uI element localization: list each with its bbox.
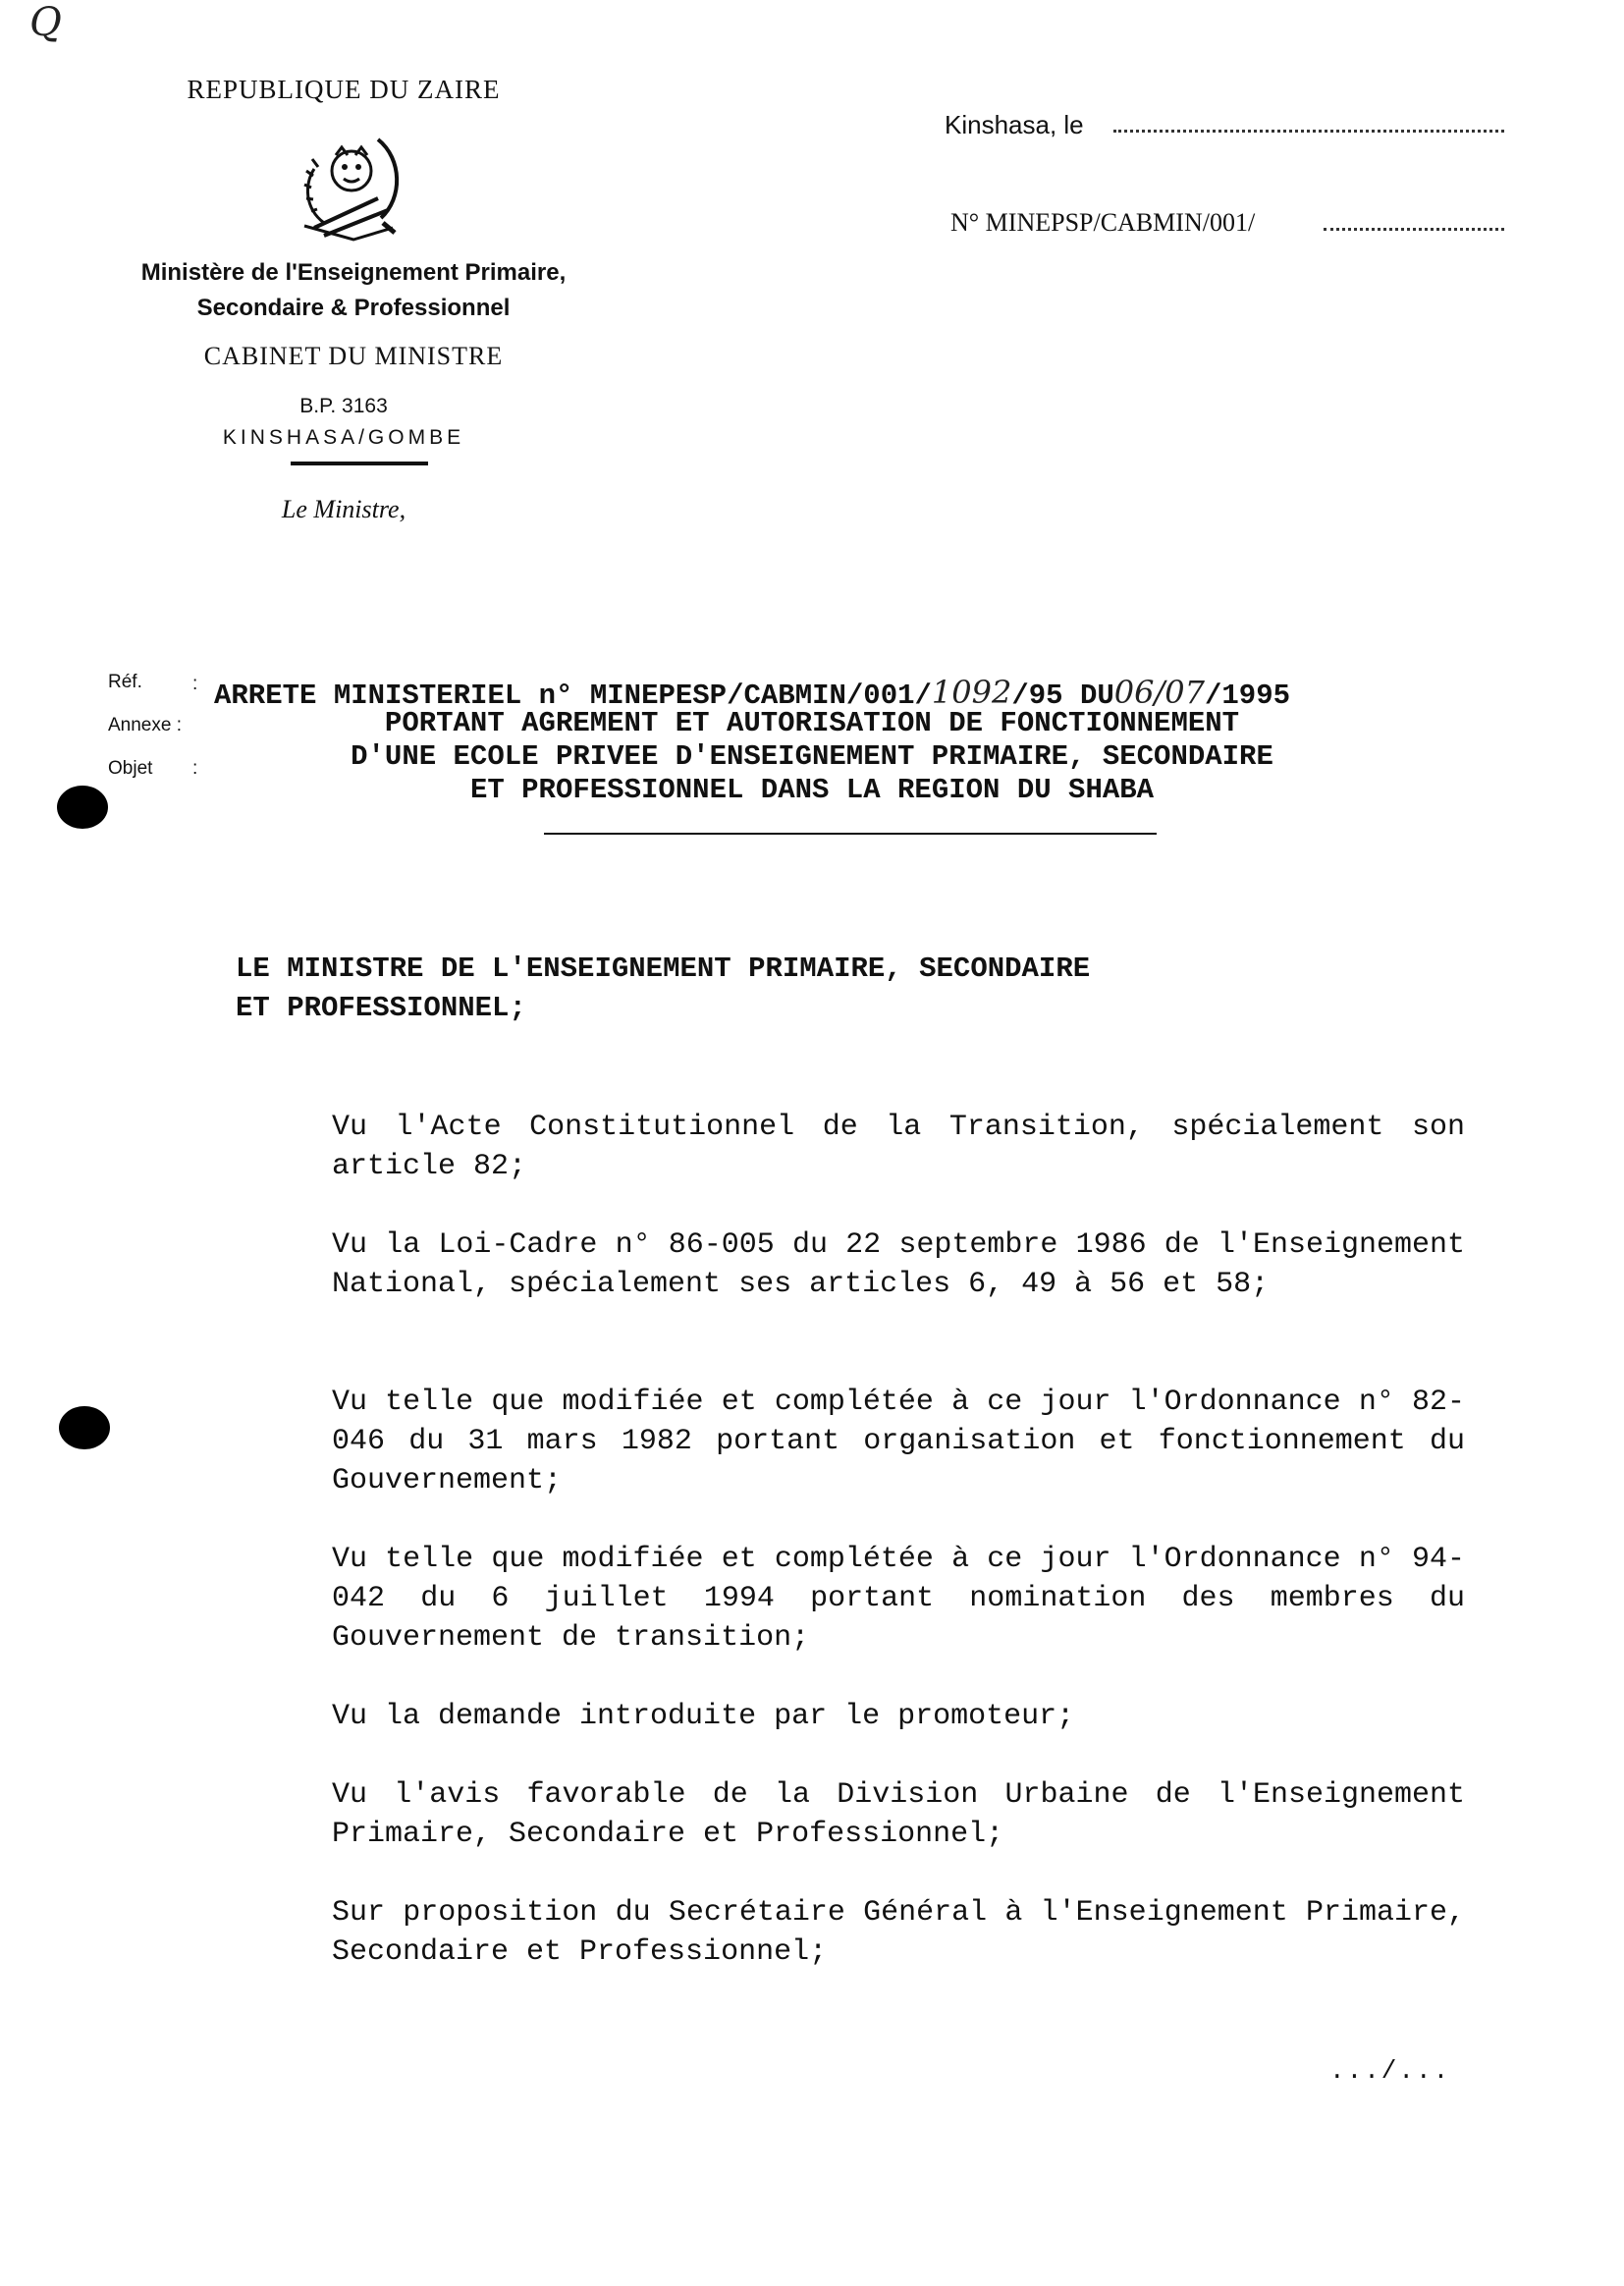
paragraph-demande-promoteur: Vu la demande introduite par le promoteur; bbox=[332, 1700, 1075, 1733]
republic-heading: REPUBLIQUE DU ZAIRE bbox=[187, 75, 501, 104]
paragraph-acte-constitutionnel: Vu l'Acte Constitutionnel de la Transition, spécialement son article 82; bbox=[332, 1111, 1465, 1183]
title-divider bbox=[544, 833, 1157, 835]
reference-number-label: N° MINEPSP/CABMIN/001/ bbox=[950, 208, 1256, 237]
annexe-label: Annexe : bbox=[108, 715, 182, 735]
postal-box: B.P. 3163 bbox=[299, 395, 388, 417]
paragraph-loi-cadre: Vu la Loi-Cadre n° 86-005 du 22 septembre 1986 de l'Enseignement National, spécialement ses articles 6, 49 à 56 et 58; bbox=[332, 1228, 1465, 1301]
handwritten-arrete-date: 06/07 bbox=[1113, 674, 1205, 711]
ref-colon: : bbox=[192, 674, 198, 694]
date-dotted-line bbox=[1113, 130, 1504, 133]
paragraph-proposition-secretaire: Sur proposition du Secrétaire Général à l'Enseignement Primaire, Secondaire et Professionnel; bbox=[332, 1896, 1465, 1969]
city-line: KINSHASA/GOMBE bbox=[222, 426, 465, 449]
title-line-3: D'UNE ECOLE PRIVEE D'ENSEIGNEMENT PRIMAIRE, SECONDAIRE bbox=[351, 740, 1273, 773]
le-ministre-heading-line2: ET PROFESSIONNEL; bbox=[236, 992, 526, 1024]
objet-colon: : bbox=[192, 758, 198, 779]
le-ministre-heading-line1: LE MINISTRE DE L'ENSEIGNEMENT PRIMAIRE, SECONDAIRE bbox=[236, 952, 1091, 985]
punch-hole bbox=[57, 786, 108, 829]
ministry-name-line1: Ministère de l'Enseignement Primaire, bbox=[140, 259, 567, 286]
arrete-mid: /95 DU bbox=[1011, 680, 1114, 712]
cabinet-heading: CABINET DU MINISTRE bbox=[203, 342, 504, 370]
city-underline-divider bbox=[291, 462, 428, 465]
paragraph-ordonnance-94-042: Vu telle que modifiée et complétée à ce jour l'Ordonnance n° 94-042 du 6 juillet 1994 portant nomination des membres du Gouvernement de transition; bbox=[332, 1543, 1465, 1655]
continuation-marker: .../... bbox=[1329, 2056, 1451, 2086]
ministry-name-line2: Secondaire & Professionnel bbox=[196, 295, 511, 321]
arrete-year: /1995 bbox=[1205, 680, 1291, 712]
title-line-4: ET PROFESSIONNEL DANS LA REGION DU SHABA bbox=[469, 774, 1155, 806]
ref-label: Réf. bbox=[108, 672, 142, 692]
corner-handwritten-mark: Q bbox=[29, 0, 62, 45]
minister-signature-heading: Le Ministre, bbox=[281, 495, 406, 523]
paragraph-ordonnance-82-046: Vu telle que modifiée et complétée à ce jour l'Ordonnance n° 82-046 du 31 mars 1982 portant organisation et fonctionnement du Gouvernement; bbox=[332, 1386, 1465, 1497]
number-dotted-line bbox=[1324, 228, 1504, 231]
coat-of-arms-icon bbox=[285, 130, 412, 245]
arrete-prefix: ARRETE MINISTERIEL n° MINEPESP/CABMIN/001/ bbox=[214, 680, 932, 712]
handwritten-arrete-number: 1092 bbox=[931, 674, 1012, 711]
punch-hole bbox=[59, 1406, 110, 1449]
title-line-2: PORTANT AGREMENT ET AUTORISATION DE FONCTIONNEMENT bbox=[384, 707, 1240, 739]
kinshasa-date-label: Kinshasa, le bbox=[945, 110, 1084, 139]
paragraph-avis-division: Vu l'avis favorable de la Division Urbaine de l'Enseignement Primaire, Secondaire et Professionnel; bbox=[332, 1778, 1465, 1851]
objet-label: Objet bbox=[108, 758, 153, 779]
